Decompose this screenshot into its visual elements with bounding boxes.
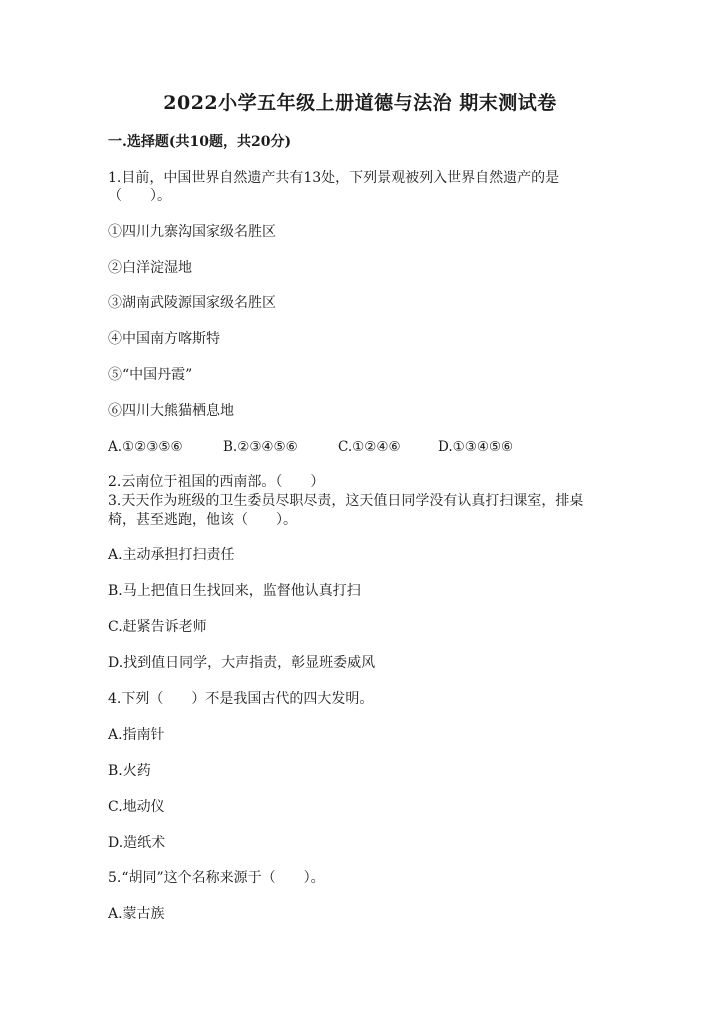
q5-option-a[interactable]: A.蒙古族	[108, 906, 165, 922]
section-heading: 一.选择题(共10题，共20分)	[108, 134, 292, 150]
q1-options	[108, 437, 513, 457]
q3-stem-line2: 椅，甚至逃跑，他该（ ）。	[108, 512, 297, 528]
q1-item: ④中国南方喀斯特	[108, 331, 220, 347]
q1-item: ②白洋淀湿地	[108, 260, 192, 276]
q1-option-a[interactable]: A.①②③⑤⑥	[108, 439, 183, 455]
q3-option-d[interactable]: D.找到值日同学，大声指责，彰显班委威风	[108, 655, 376, 671]
q3-option-a[interactable]: A.主动承担打扫责任	[108, 547, 235, 563]
q2-stem: 2.云南位于祖国的西南部。（ ）	[108, 474, 325, 490]
q4-stem: 4.下列（ ）不是我国古代的四大发明。	[108, 691, 374, 707]
q4-option-b[interactable]: B.火药	[108, 763, 151, 779]
q4-option-d[interactable]: D.造纸术	[108, 835, 166, 851]
q1-stem-line1: 1.目前，中国世界自然遗产共有13处，下列景观被列入世界自然遗产的是	[108, 170, 560, 186]
page-title: 2022小学五年级上册道德与法治 期末测试卷	[163, 92, 557, 114]
q1-item: ⑥四川大熊猫栖息地	[108, 403, 234, 419]
q1-option-d[interactable]: D.①③④⑤⑥	[438, 439, 514, 455]
q5-stem: 5.“胡同”这个名称来源于（ ）。	[108, 870, 325, 886]
q3-option-c[interactable]: C.赶紧告诉老师	[108, 619, 207, 635]
q1-option-b[interactable]: B.②③④⑤⑥	[223, 439, 298, 455]
q1-item: ①四川九寨沟国家级名胜区	[108, 224, 276, 240]
q4-option-a[interactable]: A.指南针	[108, 727, 165, 743]
q1-stem-line2: （ ）。	[108, 188, 171, 204]
q3-stem-line1: 3.天天作为班级的卫生委员尽职尽责，这天值日同学没有认真打扫课室，排桌	[108, 493, 584, 509]
q4-option-c[interactable]: C.地动仪	[108, 799, 165, 815]
q1-item: ③湖南武陵源国家级名胜区	[108, 295, 276, 311]
q1-item: ⑤“中国丹霞”	[108, 367, 193, 383]
q3-option-b[interactable]: B.马上把值日生找回来，监督他认真打扫	[108, 583, 361, 599]
q1-option-c[interactable]: C.①②④⑥	[338, 439, 401, 455]
